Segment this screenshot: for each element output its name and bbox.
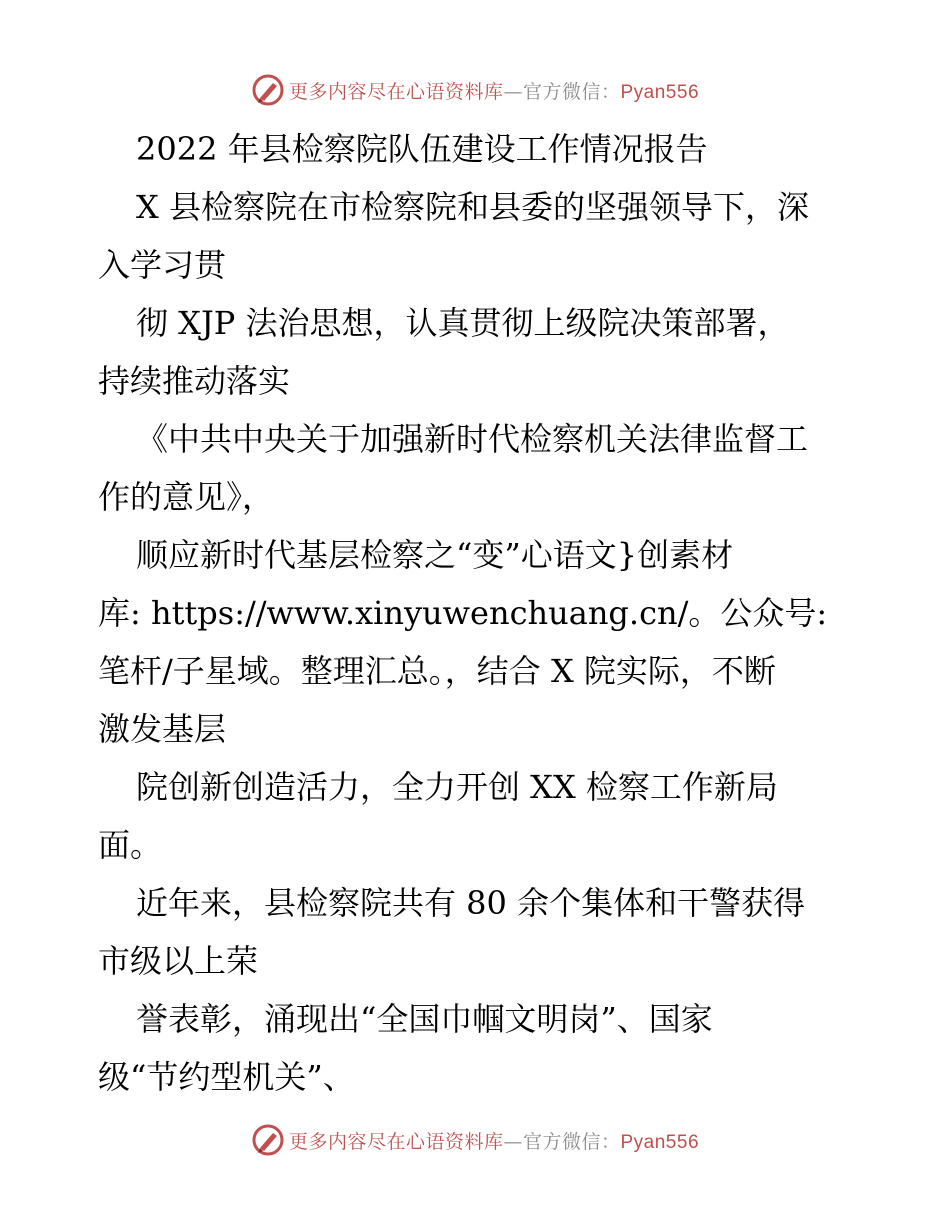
watermark-text: 更多内容尽在心语资料库—官方微信：Pyan556 [288,80,700,103]
paragraph-line: 激发基层 [98,710,227,748]
paragraph-line: 彻 XJP 法治思想，认真贯彻上级院决策部署， [136,304,790,342]
watermark-text: 更多内容尽在心语资料库—官方微信：Pyan556 [288,1130,700,1153]
paragraph-line: 持续推动落实 [98,362,291,400]
header-watermark [0,70,950,110]
paragraph-line: 笔杆/子星域。整理汇总。，结合 X 院实际，不断 [98,652,776,690]
pen-logo-icon [251,73,285,107]
document-body [98,120,858,1106]
footer-watermark [0,1120,950,1160]
paragraph-line: 誉表彰，涌现出“全国巾帼文明岗”、国家 [136,1000,713,1038]
paragraph-line: 顺应新时代基层检察之“变”心语文}创素材 [136,536,734,574]
paragraph-line: 面。 [98,826,163,864]
paragraph-line: 作的意见》， [98,478,275,516]
paragraph-line: 级“节约型机关”、 [98,1058,355,1096]
paragraph-line: 近年来，县检察院共有 80 余个集体和干警获得 [136,884,806,922]
paragraph-line: 《中共中央关于加强新时代检察机关法律监督工 [136,420,809,458]
paragraph-line: 入学习贯 [98,246,227,284]
paragraph-line: 库: https://www.xinyuwenchuang.cn/。公众号: [98,594,828,632]
paragraph-line: 院创新创造活力，全力开创 XX 检察工作新局 [136,768,778,806]
paragraph-line: 市级以上荣 [98,942,259,980]
pen-logo-icon [251,1123,285,1157]
document-title: 2022 年县检察院队伍建设工作情况报告 [136,130,708,168]
paragraph-line: X 县检察院在市检察院和县委的坚强领导下，深 [136,188,809,226]
